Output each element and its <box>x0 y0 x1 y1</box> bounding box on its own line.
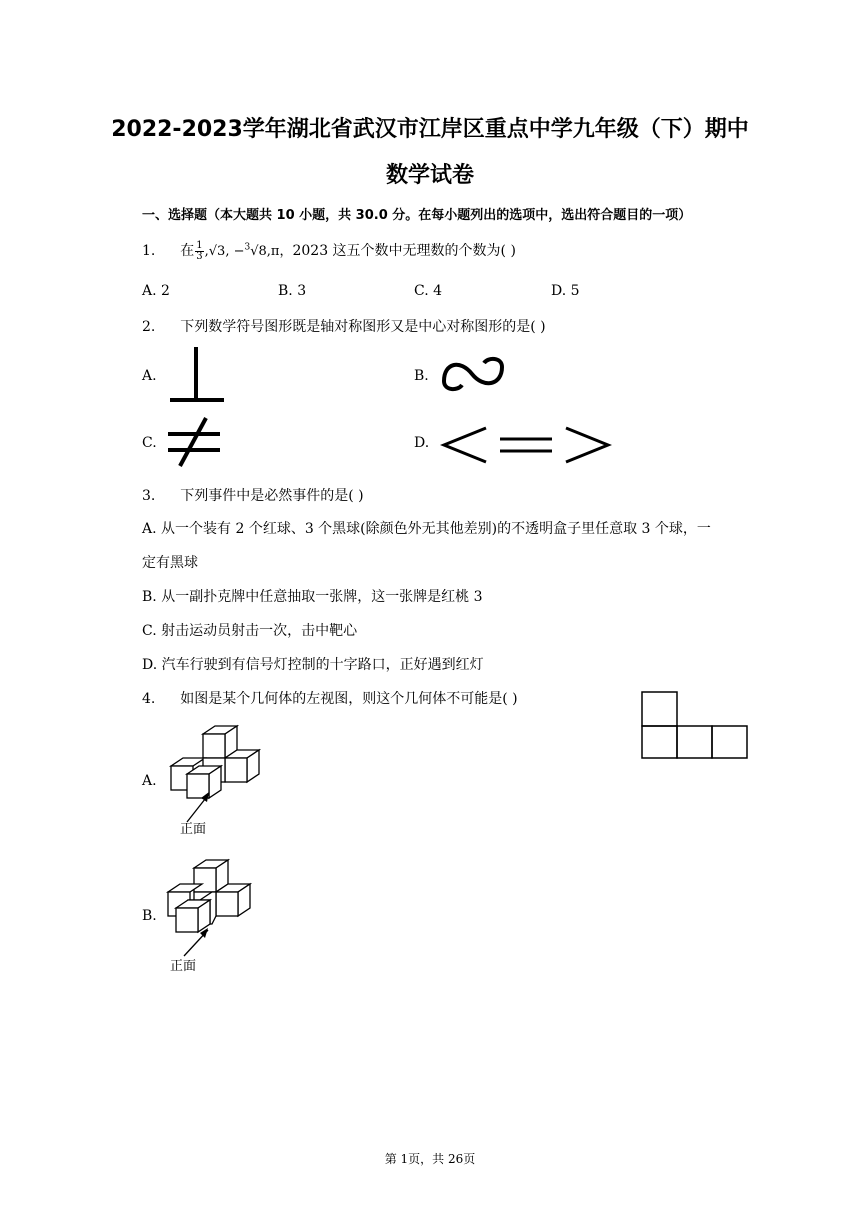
question-1-option-a: A. 2 <box>142 283 170 299</box>
question-4-text: 如图是某个几何体的左视图，则这个几何体不可能是( ) <box>180 691 518 707</box>
cube-stack-figure-b <box>162 858 272 948</box>
question-3-option-a-line2: 定有黑球 <box>142 555 198 571</box>
cube-root-index: 3 <box>244 242 251 253</box>
question-3-option-a-line1: A. 从一个装有 2 个红球、3 个黑球(除颜色外无其他差别)的不透明盒子里任意取 3 个球，一 <box>142 521 711 537</box>
question-1-number: 1. <box>142 243 156 259</box>
question-1 <box>142 240 516 262</box>
question-2-label-b: B. <box>414 368 429 384</box>
question-2-label-a: A. <box>142 368 157 384</box>
section-heading: 一、选择题（本大题共 10 小题，共 30.0 分。在每小题列出的选项中，选出符合题目的一项） <box>142 208 692 223</box>
question-3 <box>142 485 364 505</box>
question-4-number: 4. <box>142 691 156 707</box>
question-4 <box>142 688 518 708</box>
cube-stack-figure-a <box>165 722 275 812</box>
question-1-math: ,√3, − <box>204 244 245 259</box>
question-4-label-a: A. <box>142 773 157 789</box>
question-1-option-b: B. 3 <box>278 283 307 299</box>
question-4-label-b: B. <box>142 908 157 924</box>
question-3-option-c: C. 射击运动员射击一次，击中靶心 <box>142 623 358 639</box>
page-title-line1: 2022-2023学年湖北省武汉市江岸区重点中学九年级（下）期中 <box>111 117 749 142</box>
question-3-option-d: D. 汽车行驶到有信号灯控制的十字路口，正好遇到红灯 <box>142 657 484 673</box>
page-footer: 第 1页，共 26页 <box>384 1152 476 1166</box>
question-2-label-c: C. <box>142 435 157 451</box>
question-1-prefix: 在 <box>180 243 195 259</box>
left-view-figure <box>640 690 750 760</box>
iff-arrow-symbol-icon <box>440 424 612 466</box>
question-2 <box>142 316 546 336</box>
fraction-one-third: $\frac{1}{3}$ <box>196 239 203 262</box>
question-2-text: 下列数学符号图形既是轴对称图形又是中心对称图形的是( ) <box>180 319 546 335</box>
not-equal-symbol-icon <box>166 416 226 470</box>
front-label-a: 正面 <box>180 822 207 837</box>
question-1-root: √8,π， <box>250 244 293 259</box>
question-1-text: 2023 这五个数中无理数的个数为( ) <box>292 243 516 259</box>
perpendicular-symbol-icon <box>168 345 228 405</box>
question-3-text: 下列事件中是必然事件的是( ) <box>180 488 364 504</box>
question-1-option-d: D. 5 <box>551 283 580 299</box>
front-label-b: 正面 <box>170 959 197 974</box>
question-1-option-c: C. 4 <box>414 283 443 299</box>
question-2-label-d: D. <box>414 435 430 451</box>
question-3-option-b: B. 从一副扑克牌中任意抽取一张牌，这一张牌是红桃 3 <box>142 589 483 605</box>
question-3-number: 3. <box>142 488 156 504</box>
similar-symbol-icon <box>440 355 508 393</box>
question-2-number: 2. <box>142 319 156 335</box>
page-title-line2: 数学试卷 <box>385 163 474 188</box>
